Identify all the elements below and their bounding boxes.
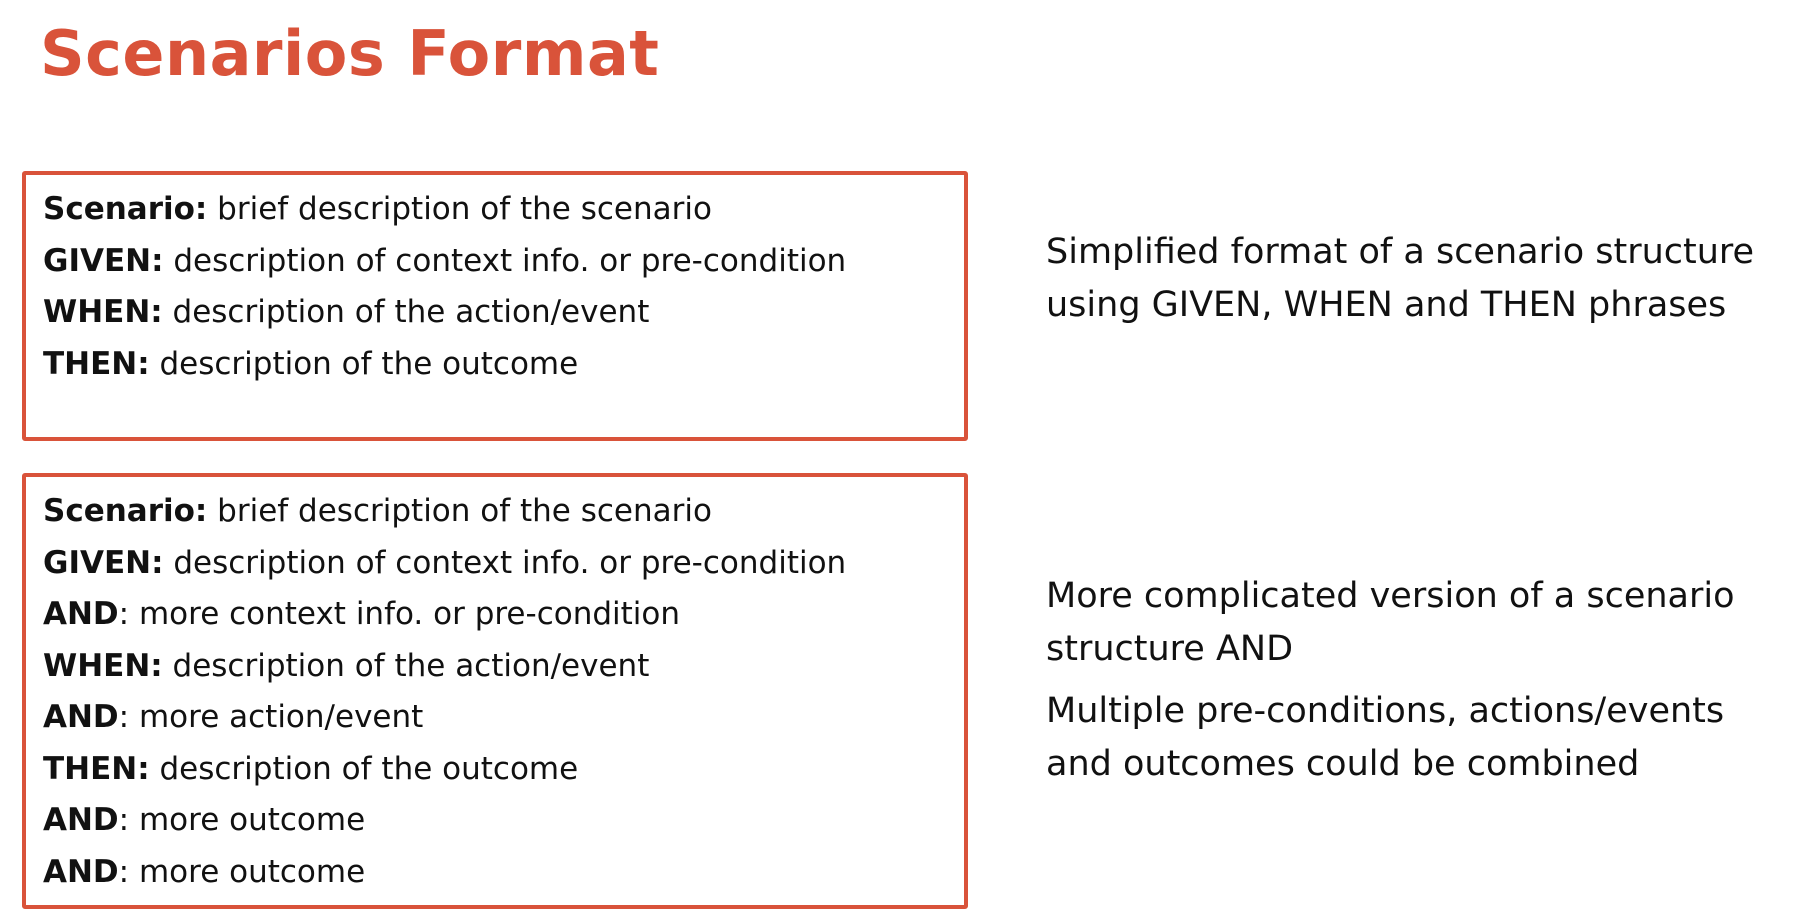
simple-scenario-lines bbox=[43, 184, 846, 390]
scenario-keyword: Scenario: bbox=[43, 191, 208, 227]
combined-format-text: Multiple pre-conditions, actions/events and outcomes could be combined bbox=[1046, 691, 1725, 784]
then-line-text: description of the outcome bbox=[149, 750, 579, 787]
complex-scenario-lines bbox=[43, 486, 846, 898]
given-line-text: description of context info. or pre-condition bbox=[163, 242, 847, 279]
when-keyword: WHEN: bbox=[43, 647, 163, 684]
and-line bbox=[43, 692, 846, 744]
and-line-text: : more context info. or pre-condition bbox=[118, 596, 681, 632]
and-line bbox=[43, 795, 846, 847]
and-keyword: AND bbox=[43, 802, 119, 838]
and-line bbox=[43, 589, 846, 641]
given-keyword: GIVEN: bbox=[43, 544, 164, 581]
then-keyword: THEN: bbox=[43, 750, 150, 787]
and-line-text: : more outcome bbox=[118, 802, 366, 838]
when-line-text: description of the action/event bbox=[162, 294, 650, 330]
then-line-text: description of the outcome bbox=[149, 345, 579, 382]
complicated-format-text: More complicated version of a scenario structure AND bbox=[1046, 576, 1735, 669]
simple-scenario-box bbox=[22, 171, 968, 441]
then-line bbox=[43, 744, 846, 796]
scenario-line-text: brief description of the scenario bbox=[207, 493, 712, 529]
and-line-text: : more outcome bbox=[118, 853, 366, 890]
when-line-text: description of the action/event bbox=[162, 647, 650, 684]
and-keyword: AND bbox=[43, 699, 119, 735]
scenario-line bbox=[43, 184, 846, 236]
then-line bbox=[43, 339, 846, 391]
slide-title: Scenarios Format bbox=[40, 17, 660, 90]
when-keyword: WHEN: bbox=[43, 294, 163, 330]
and-line-text: : more action/event bbox=[118, 699, 424, 735]
scenario-line-text: brief description of the scenario bbox=[207, 191, 712, 227]
when-line bbox=[43, 641, 846, 693]
then-keyword: THEN: bbox=[43, 345, 150, 382]
complicated-format-note bbox=[1046, 570, 1786, 790]
given-line bbox=[43, 236, 846, 288]
and-line bbox=[43, 847, 846, 899]
simplified-format-note bbox=[1046, 226, 1786, 331]
simplified-format-text: Simplified format of a scenario structure using GIVEN, WHEN and THEN phrases bbox=[1046, 232, 1755, 325]
and-keyword: AND bbox=[43, 853, 119, 890]
scenario-keyword: Scenario: bbox=[43, 493, 208, 529]
given-line bbox=[43, 538, 846, 590]
and-keyword: AND bbox=[43, 596, 119, 632]
given-keyword: GIVEN: bbox=[43, 242, 164, 279]
given-line-text: description of context info. or pre-condition bbox=[163, 544, 847, 581]
complex-scenario-box bbox=[22, 473, 968, 909]
when-line bbox=[43, 287, 846, 339]
scenario-line bbox=[43, 486, 846, 538]
